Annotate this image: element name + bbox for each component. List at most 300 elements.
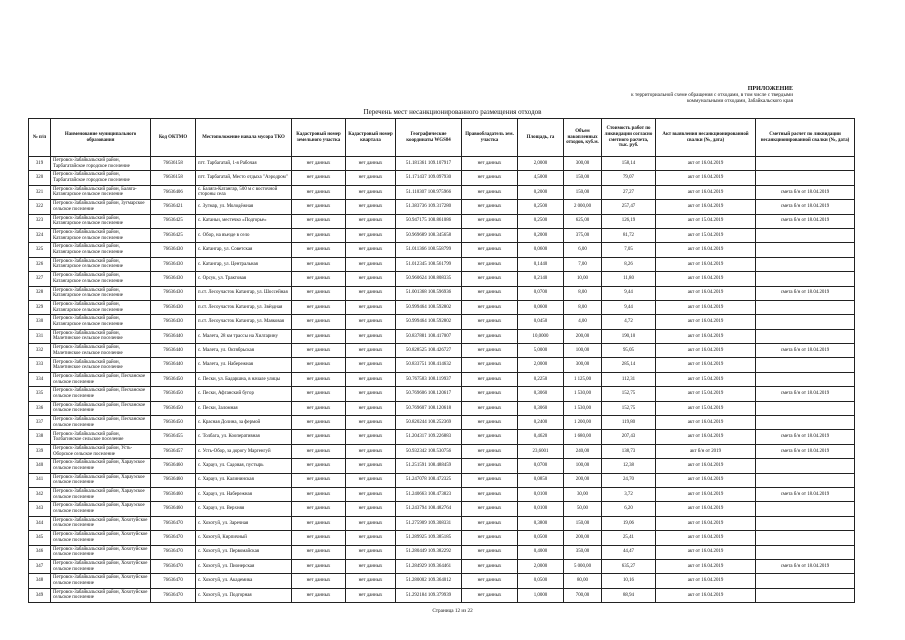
municipality-cell: Петровск-Забайкальский район, Катангарское сельское поселение [51, 243, 151, 257]
appendix-line: коммунальными отходами, Забайкальского края [686, 98, 793, 105]
act-cell: акт от 16.04.2019 [656, 157, 756, 171]
location-cell: п.ст. Лесоучасток Катангар, ул. Маяковая [196, 315, 292, 329]
coordinates-cell: 51.181361 109.107917 [396, 157, 462, 171]
municipality-cell: Петровск-Забайкальский район, Тарбагатайское городское поселение [51, 157, 151, 171]
coordinates-cell: 51.204317 109.226883 [396, 430, 462, 444]
area-cell: 0,0100 [518, 487, 564, 501]
act-cell: акт от 15.04.2019 [656, 228, 756, 242]
dump-sites-table [28, 118, 855, 603]
cost-cell: 126,19 [602, 214, 656, 228]
location-cell: с. Харауз, ул. Калининская [196, 473, 292, 487]
owner-cell: нет данных [462, 459, 518, 473]
cost-cell: 10,16 [602, 574, 656, 588]
oktmo-cell: 76636440 [151, 358, 196, 372]
table-row [29, 387, 855, 401]
row-number: 323 [29, 214, 51, 228]
coordinates-cell: 50.947175 108.861086 [396, 214, 462, 228]
estimate-cell [756, 574, 855, 588]
act-cell: акт от 16.04.2019 [656, 358, 756, 372]
oktmo-cell: 76636457 [151, 444, 196, 458]
volume-cell: 375,00 [564, 228, 602, 242]
oktmo-cell: 76636460 [151, 459, 196, 473]
act-cell: акт от 15.04.2019 [656, 401, 756, 415]
estimate-cell [756, 588, 855, 602]
estimate-cell: смета б/н от 18.04.2019 [756, 444, 855, 458]
row-number: 338 [29, 430, 51, 444]
location-cell: с. Обор, на въезде в село [196, 228, 292, 242]
area-cell: 10,0000 [518, 329, 564, 343]
coordinates-cell: 51.284929 109.364461 [396, 559, 462, 573]
cadastral-quarter-cell: нет данных [346, 416, 396, 430]
municipality-cell: Петровск-Забайкальский район, Песчанское сельское поселение [51, 416, 151, 430]
estimate-cell [756, 329, 855, 343]
cost-cell: 25,41 [602, 531, 656, 545]
oktmo-cell: 76636440 [151, 344, 196, 358]
coordinates-cell: 51.275909 109.308331 [396, 516, 462, 530]
area-cell: 0,0500 [518, 531, 564, 545]
cadastral-quarter-cell: нет данных [346, 459, 396, 473]
cadastral-number-cell: нет данных [292, 545, 346, 559]
row-number: 319 [29, 157, 51, 171]
municipality-cell: Петровск-Забайкальский район, Харауэское сельское поселение [51, 473, 151, 487]
cost-cell: 8,26 [602, 257, 656, 271]
location-cell: с. Малета, ул. Набережная [196, 358, 292, 372]
volume-cell: 700,00 [564, 588, 602, 602]
table-row [29, 459, 855, 473]
cost-cell: 44,47 [602, 545, 656, 559]
row-number: 344 [29, 516, 51, 530]
volume-cell: 30,00 [564, 487, 602, 501]
estimate-cell [756, 416, 855, 430]
oktmo-cell: 76636450 [151, 387, 196, 401]
cost-cell: 4,72 [602, 315, 656, 329]
coordinates-cell: 51.289925 109.385185 [396, 531, 462, 545]
cadastral-quarter-cell: нет данных [346, 574, 396, 588]
table-row [29, 531, 855, 545]
location-cell: с. Хохотуй, ул. Академика [196, 574, 292, 588]
owner-cell: нет данных [462, 416, 518, 430]
volume-cell: 5 000,00 [564, 559, 602, 573]
cadastral-number-cell: нет данных [292, 531, 346, 545]
location-cell: с. Хохотуй, ул. Заречная [196, 516, 292, 530]
municipality-cell: Петровск-Забайкальский район, Песчанское сельское поселение [51, 372, 151, 386]
municipality-cell: Петровск-Забайкальский район, Катангарское сельское поселение [51, 257, 151, 271]
row-number: 346 [29, 545, 51, 559]
table-row [29, 329, 855, 343]
row-number: 337 [29, 416, 51, 430]
cadastral-number-cell: нет данных [292, 300, 346, 314]
cadastral-quarter-cell: нет данных [346, 243, 396, 257]
table-row [29, 157, 855, 171]
estimate-cell [756, 272, 855, 286]
cost-cell: 190,10 [602, 329, 656, 343]
location-cell: с. Катангар, ул. Центральная [196, 257, 292, 271]
cadastral-number-cell: нет данных [292, 559, 346, 573]
table-row [29, 516, 855, 530]
cadastral-number-cell: нет данных [292, 228, 346, 242]
column-header: Местоположение навала мусора ТКО [196, 119, 292, 157]
area-cell: 5,0000 [518, 344, 564, 358]
estimate-cell [756, 157, 855, 171]
owner-cell: нет данных [462, 559, 518, 573]
owner-cell: нет данных [462, 228, 518, 242]
estimate-cell [756, 459, 855, 473]
act-cell: акт от 16.04.2019 [656, 559, 756, 573]
cadastral-quarter-cell: нет данных [346, 257, 396, 271]
estimate-cell [756, 473, 855, 487]
oktmo-cell: 76636430 [151, 315, 196, 329]
act-cell: акт от 16.04.2019 [656, 315, 756, 329]
volume-cell: 10,00 [564, 272, 602, 286]
cadastral-number-cell: нет данных [292, 358, 346, 372]
table-row [29, 344, 855, 358]
table-row [29, 200, 855, 214]
cost-cell: 285,14 [602, 358, 656, 372]
estimate-cell [756, 243, 855, 257]
cost-cell: 27,27 [602, 185, 656, 199]
estimate-cell [756, 315, 855, 329]
oktmo-cell: 76636440 [151, 329, 196, 343]
area-cell: 0,0700 [518, 286, 564, 300]
row-number: 327 [29, 272, 51, 286]
volume-cell: 8,00 [564, 300, 602, 314]
row-number: 347 [29, 559, 51, 573]
coordinates-cell: 50.769607 108.120618 [396, 401, 462, 415]
municipality-cell: Петровск-Забайкальский район, Катангарское сельское поселение [51, 315, 151, 329]
cost-cell: 207,43 [602, 430, 656, 444]
owner-cell: нет данных [462, 243, 518, 257]
row-number: 334 [29, 372, 51, 386]
cadastral-quarter-cell: нет данных [346, 487, 396, 501]
cadastral-quarter-cell: нет данных [346, 228, 396, 242]
owner-cell: нет данных [462, 200, 518, 214]
oktmo-cell: 76636430 [151, 272, 196, 286]
location-cell: с. Пески, Заломная [196, 401, 292, 415]
estimate-cell: смета б/н от 18.04.2019 [756, 214, 855, 228]
volume-cell: 2 000,00 [564, 200, 602, 214]
table-row [29, 588, 855, 602]
estimate-cell [756, 257, 855, 271]
location-cell: с. Пески, ул. Бадаршна, в начале улицы [196, 372, 292, 386]
oktmo-cell: 76636430 [151, 243, 196, 257]
owner-cell: нет данных [462, 401, 518, 415]
municipality-cell: Петровск-Забайкальский район, Малетинское сельское поселение [51, 358, 151, 372]
area-cell: 0,0600 [518, 243, 564, 257]
location-cell: с. Катангар, ул. Советская [196, 243, 292, 257]
estimate-cell [756, 502, 855, 516]
act-cell: акт от 16.04.2019 [656, 545, 756, 559]
table-row [29, 185, 855, 199]
oktmo-cell: 76636450 [151, 401, 196, 415]
volume-cell: 1 530,00 [564, 401, 602, 415]
oktmo-cell: 76636450 [151, 372, 196, 386]
area-cell: 2,0000 [518, 157, 564, 171]
coordinates-cell: 50.769606 108.120617 [396, 387, 462, 401]
act-cell: акт от 15.04.2019 [656, 372, 756, 386]
volume-cell: 1 200,00 [564, 416, 602, 430]
volume-cell: 200,00 [564, 531, 602, 545]
cost-cell: 158,14 [602, 157, 656, 171]
location-cell: с. Орсук, ул. Трактовая [196, 272, 292, 286]
owner-cell: нет данных [462, 487, 518, 501]
act-cell: акт б/н от 2019 [656, 444, 756, 458]
location-cell: с. Хохотуй, Кирпичный [196, 531, 292, 545]
municipality-cell: Петровск-Забайкальский район, Тарбагатайское городское поселение [51, 171, 151, 185]
municipality-cell: Петровск-Забайкальский район, Баляга-Катангарское сельское поселение [51, 185, 151, 199]
table-row [29, 473, 855, 487]
table-row [29, 444, 855, 458]
table-header-row [29, 119, 855, 157]
cost-cell: 257,47 [602, 200, 656, 214]
cadastral-number-cell: нет данных [292, 286, 346, 300]
cadastral-number-cell: нет данных [292, 257, 346, 271]
volume-cell: 200,00 [564, 329, 602, 343]
row-number: 325 [29, 243, 51, 257]
area-cell: 2,0000 [518, 559, 564, 573]
cadastral-number-cell: нет данных [292, 344, 346, 358]
volume-cell: 4,00 [564, 315, 602, 329]
act-cell: акт от 16.04.2019 [656, 272, 756, 286]
table-row [29, 272, 855, 286]
coordinates-cell: 50.828525 108.426727 [396, 344, 462, 358]
column-header: Стоимость работ по ликвидации согласно сметного расчета, тыс. руб. [602, 119, 656, 157]
cost-cell: 9,44 [602, 286, 656, 300]
oktmo-cell: 76636470 [151, 516, 196, 530]
municipality-cell: Петровск-Забайкальский район, Толбагинское сельское поселение [51, 430, 151, 444]
cadastral-number-cell: нет данных [292, 588, 346, 602]
area-cell: 23,6001 [518, 444, 564, 458]
owner-cell: нет данных [462, 444, 518, 458]
owner-cell: нет данных [462, 358, 518, 372]
act-cell: акт от 16.04.2019 [656, 200, 756, 214]
location-cell: пгт. Тарбагатай, Место отдыха "Аэродром" [196, 171, 292, 185]
estimate-cell [756, 531, 855, 545]
volume-cell: 240,00 [564, 444, 602, 458]
area-cell: 0,4620 [518, 430, 564, 444]
location-cell: п.ст. Лесоучасток Катангар, ул. Звёздная [196, 300, 292, 314]
cadastral-quarter-cell: нет данных [346, 372, 396, 386]
owner-cell: нет данных [462, 502, 518, 516]
row-number: 340 [29, 459, 51, 473]
volume-cell: 300,00 [564, 157, 602, 171]
table-row [29, 574, 855, 588]
table-row [29, 559, 855, 573]
municipality-cell: Петровск-Забайкальский район, Малетинское сельское поселение [51, 344, 151, 358]
act-cell: акт от 16.04.2019 [656, 473, 756, 487]
act-cell: акт от 16.04.2019 [656, 286, 756, 300]
owner-cell: нет данных [462, 171, 518, 185]
table-row [29, 300, 855, 314]
column-header: Географические координаты WGS84 [396, 119, 462, 157]
location-cell: с. Красная Долина, за фермой [196, 416, 292, 430]
cadastral-number-cell: нет данных [292, 315, 346, 329]
cadastral-quarter-cell: нет данных [346, 171, 396, 185]
estimate-cell [756, 300, 855, 314]
page-number: Страница 12 из 22 [432, 608, 473, 614]
municipality-cell: Петровск-Забайкальский район, Хохотуйское сельское поселение [51, 545, 151, 559]
cadastral-quarter-cell: нет данных [346, 286, 396, 300]
municipality-cell: Петровск-Забайкальский район, Харауэское сельское поселение [51, 487, 151, 501]
cost-cell: 81,72 [602, 228, 656, 242]
oktmo-cell: 76636158 [151, 157, 196, 171]
cost-cell: 24,70 [602, 473, 656, 487]
cost-cell: 19,06 [602, 516, 656, 530]
cadastral-quarter-cell: нет данных [346, 329, 396, 343]
row-number: 321 [29, 185, 51, 199]
oktmo-cell: 76636406 [151, 185, 196, 199]
cadastral-number-cell: нет данных [292, 416, 346, 430]
table-row [29, 487, 855, 501]
cadastral-number-cell: нет данных [292, 516, 346, 530]
coordinates-cell: 51.171437 109.097930 [396, 171, 462, 185]
cadastral-quarter-cell: нет данных [346, 344, 396, 358]
cadastral-quarter-cell: нет данных [346, 588, 396, 602]
location-cell: с. Малета, 28 км трассы на Хилгарину [196, 329, 292, 343]
column-header: № п/п [29, 119, 51, 157]
estimate-cell: смета б/н от 18.04.2019 [756, 344, 855, 358]
municipality-cell: Петровск-Забайкальский район, Песчанское сельское поселение [51, 387, 151, 401]
act-cell: акт от 15.04.2019 [656, 214, 756, 228]
cadastral-quarter-cell: нет данных [346, 300, 396, 314]
cadastral-quarter-cell: нет данных [346, 157, 396, 171]
table-row [29, 502, 855, 516]
volume-cell: 350,00 [564, 545, 602, 559]
owner-cell: нет данных [462, 545, 518, 559]
act-cell: акт от 16.04.2019 [656, 531, 756, 545]
cost-cell: 152,75 [602, 387, 656, 401]
location-cell: с. Хохотуй, ул. Пионерская [196, 559, 292, 573]
cadastral-number-cell: нет данных [292, 487, 346, 501]
coordinates-cell: 51.280002 109.364012 [396, 574, 462, 588]
owner-cell: нет данных [462, 185, 518, 199]
table-body [29, 157, 855, 603]
cost-cell: 138,73 [602, 444, 656, 458]
act-cell: акт от 16.04.2019 [656, 257, 756, 271]
row-number: 349 [29, 588, 51, 602]
coordinates-cell: 51.110307 108.975966 [396, 185, 462, 199]
cost-cell: 6,20 [602, 502, 656, 516]
act-cell: акт от 16.04.2019 [656, 574, 756, 588]
cadastral-quarter-cell: нет данных [346, 401, 396, 415]
cadastral-number-cell: нет данных [292, 574, 346, 588]
table-row [29, 430, 855, 444]
cadastral-number-cell: нет данных [292, 401, 346, 415]
column-header: Наименование муниципального образования [51, 119, 151, 157]
cost-cell: 9,44 [602, 300, 656, 314]
row-number: 339 [29, 444, 51, 458]
cadastral-quarter-cell: нет данных [346, 272, 396, 286]
table-row [29, 372, 855, 386]
act-cell: акт от 16.04.2019 [656, 487, 756, 501]
cadastral-number-cell: нет данных [292, 157, 346, 171]
volume-cell: 150,00 [564, 516, 602, 530]
cadastral-quarter-cell: нет данных [346, 200, 396, 214]
volume-cell: 1 530,00 [564, 387, 602, 401]
cadastral-quarter-cell: нет данных [346, 531, 396, 545]
act-cell: акт от 16.04.2019 [656, 329, 756, 343]
cost-cell: 95,05 [602, 344, 656, 358]
area-cell: 0,2500 [518, 214, 564, 228]
column-header: Сметный расчет по ликвидации несанкционированной свалки (№, дата) [756, 119, 855, 157]
municipality-cell: Петровск-Забайкальский район, Катангарское сельское поселение [51, 228, 151, 242]
coordinates-cell: 50.999464 108.592802 [396, 315, 462, 329]
act-cell: акт от 16.04.2019 [656, 185, 756, 199]
coordinates-cell: 51.001368 108.596936 [396, 286, 462, 300]
location-cell: с. Харауз, ул. Набережная [196, 487, 292, 501]
cadastral-quarter-cell: нет данных [346, 315, 396, 329]
table-row [29, 315, 855, 329]
cadastral-quarter-cell: нет данных [346, 473, 396, 487]
row-number: 330 [29, 315, 51, 329]
oktmo-cell: 76636425 [151, 228, 196, 242]
coordinates-cell: 51.012345 108.561799 [396, 257, 462, 271]
column-header: Кадастровый номер квартала [346, 119, 396, 157]
act-cell: акт от 15.04.2019 [656, 387, 756, 401]
location-cell: с. Харауз, ул. Верхняя [196, 502, 292, 516]
row-number: 341 [29, 473, 51, 487]
coordinates-cell: 50.969689 108.345658 [396, 228, 462, 242]
act-cell: акт от 16.04.2019 [656, 588, 756, 602]
location-cell: с. Толбага, ул. Кооперативная [196, 430, 292, 444]
area-cell: 0,3060 [518, 401, 564, 415]
estimate-cell [756, 228, 855, 242]
cadastral-number-cell: нет данных [292, 444, 346, 458]
volume-cell: 150,00 [564, 185, 602, 199]
owner-cell: нет данных [462, 387, 518, 401]
municipality-cell: Петровск-Забайкальский район, Хохотуйское сельское поселение [51, 559, 151, 573]
area-cell: 4,5000 [518, 171, 564, 185]
location-cell: с. Баляга-Катангар, 500 м с восточной стороны села [196, 185, 292, 199]
area-cell: 0,3800 [518, 516, 564, 530]
volume-cell: 6,00 [564, 243, 602, 257]
cadastral-quarter-cell: нет данных [346, 516, 396, 530]
volume-cell: 300,00 [564, 358, 602, 372]
act-cell: акт от 16.04.2019 [656, 300, 756, 314]
cadastral-number-cell: нет данных [292, 430, 346, 444]
municipality-cell: Петровск-Забайкальский район, Катангарское сельское поселение [51, 286, 151, 300]
cadastral-number-cell: нет данных [292, 372, 346, 386]
cadastral-quarter-cell: нет данных [346, 358, 396, 372]
coordinates-cell: 50.932342 108.530756 [396, 444, 462, 458]
cadastral-quarter-cell: нет данных [346, 559, 396, 573]
volume-cell: 100,00 [564, 344, 602, 358]
location-cell: с. Зугмар, ул. Молодёжная [196, 200, 292, 214]
cadastral-number-cell: нет данных [292, 329, 346, 343]
area-cell: 2,0000 [518, 358, 564, 372]
oktmo-cell: 76636421 [151, 200, 196, 214]
act-cell: акт от 16.04.2019 [656, 430, 756, 444]
row-number: 329 [29, 300, 51, 314]
cost-cell: 112,31 [602, 372, 656, 386]
oktmo-cell: 76636460 [151, 487, 196, 501]
act-cell: акт от 16.04.2019 [656, 459, 756, 473]
cost-cell: 12,38 [602, 459, 656, 473]
estimate-cell: смета б/н от 18.04.2019 [756, 559, 855, 573]
estimate-cell [756, 358, 855, 372]
volume-cell: 100,00 [564, 459, 602, 473]
cadastral-quarter-cell: нет данных [346, 444, 396, 458]
column-header: Код ОКТМО [151, 119, 196, 157]
location-cell: пгт. Тарбагатай, 1-я Рабочая [196, 157, 292, 171]
table-row [29, 214, 855, 228]
location-cell: п.ст. Лесоучасток Катангар, ул. Шоссейная [196, 286, 292, 300]
municipality-cell: Петровск-Забайкальский район, Хохотуйское сельское поселение [51, 531, 151, 545]
coordinates-cell: 50.820244 108.252369 [396, 416, 462, 430]
municipality-cell: Петровск-Забайкальский район, Усть-Оборское сельское поселение [51, 444, 151, 458]
area-cell: 0,2400 [518, 416, 564, 430]
cadastral-quarter-cell: нет данных [346, 185, 396, 199]
estimate-cell: смета б/н от 18.04.2019 [756, 286, 855, 300]
